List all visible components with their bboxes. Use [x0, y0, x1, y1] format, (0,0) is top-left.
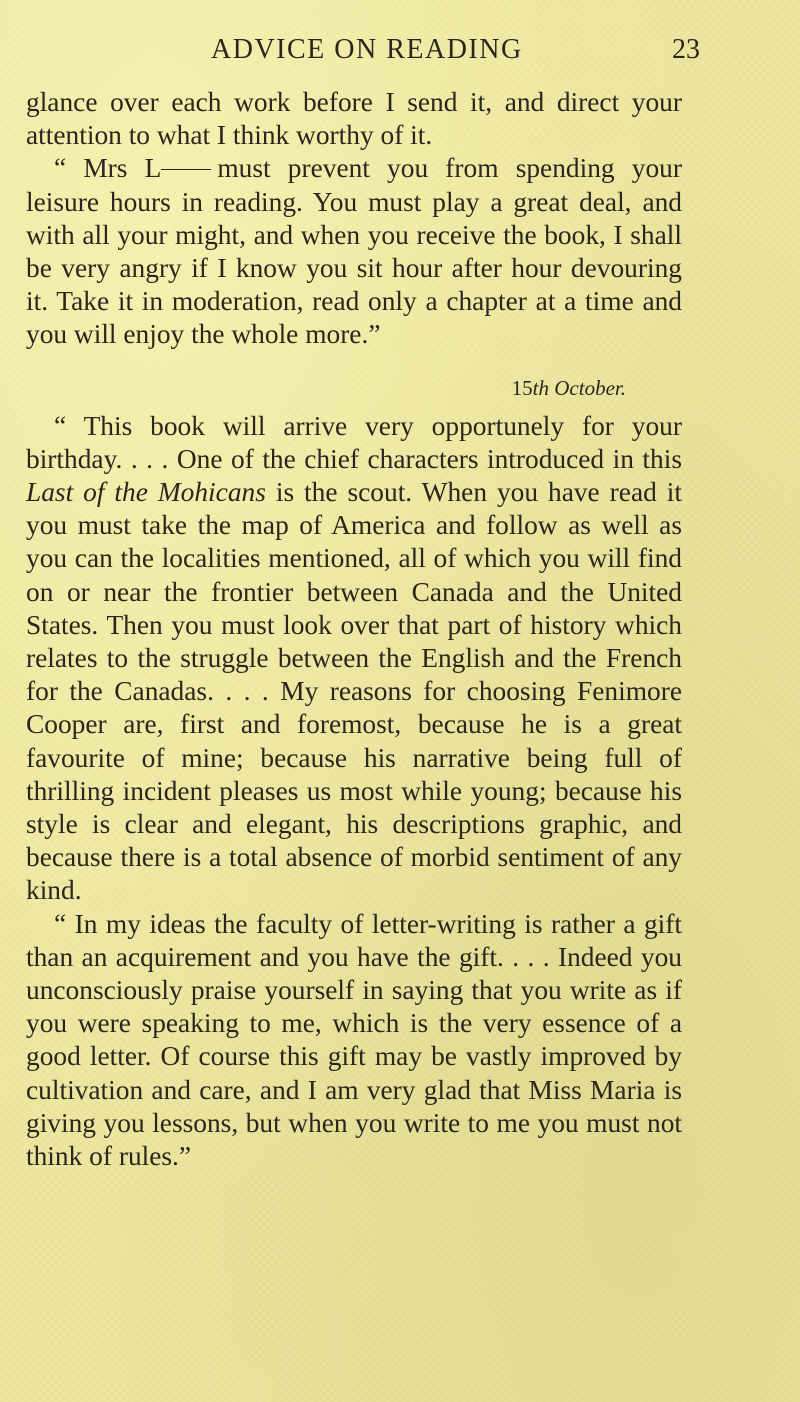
- running-title: ADVICE ON READING: [211, 34, 523, 65]
- dateline-suffix: th: [532, 375, 549, 400]
- paragraph-4-text: “ In my ideas the faculty of letter-writing is rather a gift than an acquirement and you have the gift. . . . Indeed you unconsciously praise yourself in saying that you write as if you were speaking to me, which is the very essence of a good letter. Of course this gift may be vastly improved by cultivation and care, and I am very glad that Miss Maria is giving you lessons, but when you write to me you must not think of rules.”: [26, 908, 682, 1172]
- book-title: Last of the Mohicans: [26, 477, 266, 508]
- paragraph-4: [26, 908, 682, 1174]
- running-head: [0, 32, 800, 72]
- paragraph-1: [26, 86, 682, 152]
- dateline-day: 15: [511, 375, 533, 400]
- paragraph-2-text: must prevent you from spending your leisure hours in reading. You must play a great deal, and with all your might, and when you receive the book, I shall be very angry if I know you sit hour after hour devouring it. Take it in moderation, read only a chapter at a time and you will enjoy the whole more.”: [26, 153, 682, 350]
- name-dash: [161, 169, 211, 170]
- dateline: [26, 374, 682, 402]
- paragraph-2-start: “ Mrs L: [54, 153, 162, 184]
- paragraph-2: [26, 152, 682, 351]
- paragraph-1-text: glance over each work before I send it, and direct your attention to what I think worthy of it.: [26, 87, 682, 151]
- paragraph-3-part-b: is the scout. When you have read it you must take the map of America and follow as well as you can the localities mentioned, all of which you will find on or near the frontier between Canada and the United States. Then you must look over that part of history which relates to the struggle between the English and the French for the Canadas. . . . My reasons for choosing Fenimore Cooper are, first and foremost, because he is a great favourite of mine; because his narrative being full of thrilling incident pleases us most while young; because his style is clear and elegant, his descriptions graphic, and because there is a total absence of morbid sentiment of any kind.: [26, 477, 682, 906]
- paragraph-3: [26, 410, 682, 908]
- page-number: 23: [672, 34, 700, 65]
- paragraph-3-part-a: “ This book will arrive very opportunely for your birthday. . . . One of the chief characters introduced in this: [26, 410, 682, 474]
- body-text: [26, 86, 682, 1173]
- dateline-month: October.: [554, 375, 626, 400]
